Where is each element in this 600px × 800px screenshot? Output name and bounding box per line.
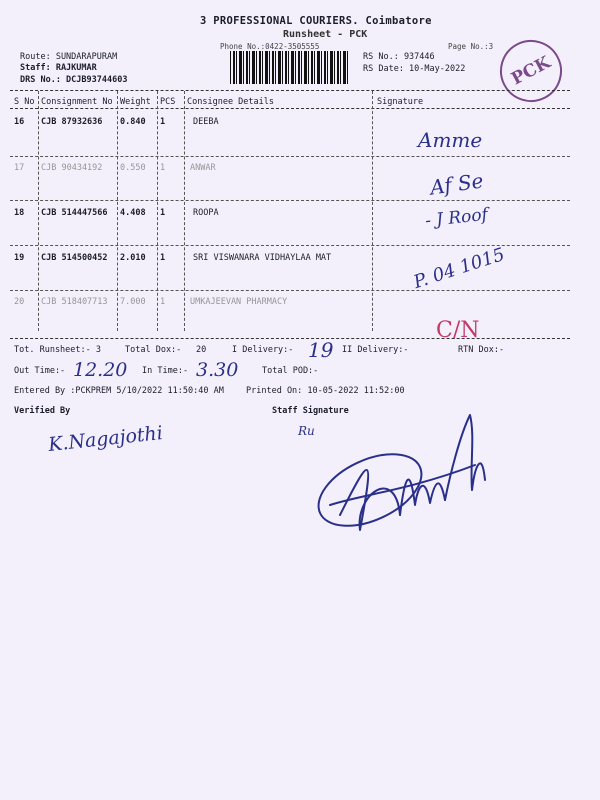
col-divider xyxy=(117,91,118,331)
rtn-dox-label: RTN Dox:- xyxy=(458,345,505,355)
table-top-rule xyxy=(10,90,570,91)
table-header-rule xyxy=(10,108,570,109)
row-consignee: SRI VISWANARA VIDHAYLAA MAT xyxy=(193,253,332,263)
row-divider xyxy=(10,245,570,246)
entered-by: Entered By :PCKPREM 5/10/2022 11:50:40 AM xyxy=(14,386,224,396)
row-signature: Amme xyxy=(418,128,483,152)
company-title: 3 PROFESSIONAL COURIERS. Coimbatore xyxy=(200,15,432,27)
drs-number: DRS No.: DCJB93744603 xyxy=(20,75,128,85)
stamp-text: PCK xyxy=(508,52,554,90)
tot-runsheet: Tot. Runsheet:- 3 xyxy=(14,345,101,355)
col-divider xyxy=(184,91,185,331)
staff-signature-label: Staff Signature xyxy=(272,406,349,416)
pck-stamp xyxy=(489,29,573,113)
col-consignee: Consignee Details xyxy=(187,97,274,107)
row-pcs: 1 xyxy=(160,208,166,218)
total-dox-label: Total Dox:- xyxy=(125,345,182,355)
page-number: Page No.:3 xyxy=(448,42,494,51)
row-pcs: 1 xyxy=(160,297,166,307)
row-pcs: 1 xyxy=(160,253,166,263)
row-consignee: ANWAR xyxy=(190,163,216,173)
row-sno: 16 xyxy=(14,117,25,127)
route: Route: SUNDARAPURAM xyxy=(20,52,118,62)
row-consignment: CJB 90434192 xyxy=(41,163,103,173)
total-dox-value: 20 xyxy=(196,345,207,355)
row-weight: 2.010 xyxy=(120,253,146,263)
out-time-value: 12.20 xyxy=(73,359,128,381)
row-weight: 0.550 xyxy=(120,163,146,173)
i-delivery-value: 19 xyxy=(308,338,334,362)
out-time-label: Out Time:- xyxy=(14,366,66,376)
row-sno: 18 xyxy=(14,208,25,218)
row-pcs: 1 xyxy=(160,163,166,173)
runsheet-subtitle: Runsheet - PCK xyxy=(283,29,368,40)
col-divider xyxy=(157,91,158,331)
row-consignment: CJB 514447566 xyxy=(41,208,108,218)
col-sno: S No xyxy=(14,97,35,107)
col-divider xyxy=(372,91,373,331)
total-pod-label: Total POD:- xyxy=(262,366,319,376)
i-delivery-label: I Delivery:- xyxy=(232,345,294,355)
col-pcs: PCS xyxy=(160,97,176,107)
staff-signature-scribble xyxy=(300,395,510,550)
row-pcs: 1 xyxy=(160,117,166,127)
row-consignee: ROOPA xyxy=(193,208,219,218)
in-time-value: 3.30 xyxy=(196,359,239,381)
row-divider xyxy=(10,290,570,291)
printed-on: Printed On: 10-05-2022 11:52:00 xyxy=(246,386,405,396)
row-signature: - J Roof xyxy=(424,204,489,232)
barcode xyxy=(230,51,350,84)
col-weight: Weight xyxy=(120,97,151,107)
row-consignment: CJB 514500452 xyxy=(41,253,108,263)
row-sno: 17 xyxy=(14,163,25,173)
row-consignee: UMKAJEEVAN PHARMACY xyxy=(190,297,288,307)
row-weight: 4.408 xyxy=(120,208,146,218)
row-signature: C/N xyxy=(436,318,480,343)
table-bottom-rule xyxy=(10,338,570,339)
col-signature: Signature xyxy=(377,97,424,107)
staff-name: Staff: RAJKUMAR xyxy=(20,63,97,73)
row-weight: 7.000 xyxy=(120,297,146,307)
in-time-label: In Time:- xyxy=(142,366,189,376)
row-consignment: CJB 87932636 xyxy=(41,117,103,127)
row-signature: Af Se xyxy=(428,168,485,200)
ii-delivery-label: II Delivery:- xyxy=(342,345,409,355)
row-weight: 0.840 xyxy=(120,117,146,127)
col-divider xyxy=(38,91,39,331)
rs-number: RS No.: 937446 xyxy=(363,52,435,62)
row-sno: 20 xyxy=(14,297,25,307)
col-consignment: Consignment No xyxy=(41,97,113,107)
phone-number: Phone No.:0422-3505555 xyxy=(220,42,320,51)
rs-date: RS Date: 10-May-2022 xyxy=(363,64,466,74)
verified-by-label: Verified By xyxy=(14,406,71,416)
verified-by-signature: K.Nagajothi xyxy=(47,422,164,456)
row-sno: 19 xyxy=(14,253,25,263)
row-divider xyxy=(10,156,570,157)
staff-signature-initial: Ru xyxy=(298,424,315,438)
row-divider xyxy=(10,200,570,201)
row-consignment: CJB 518407713 xyxy=(41,297,108,307)
row-signature: P. 04 1015 xyxy=(411,243,508,294)
row-consignee: DEEBA xyxy=(193,117,219,127)
